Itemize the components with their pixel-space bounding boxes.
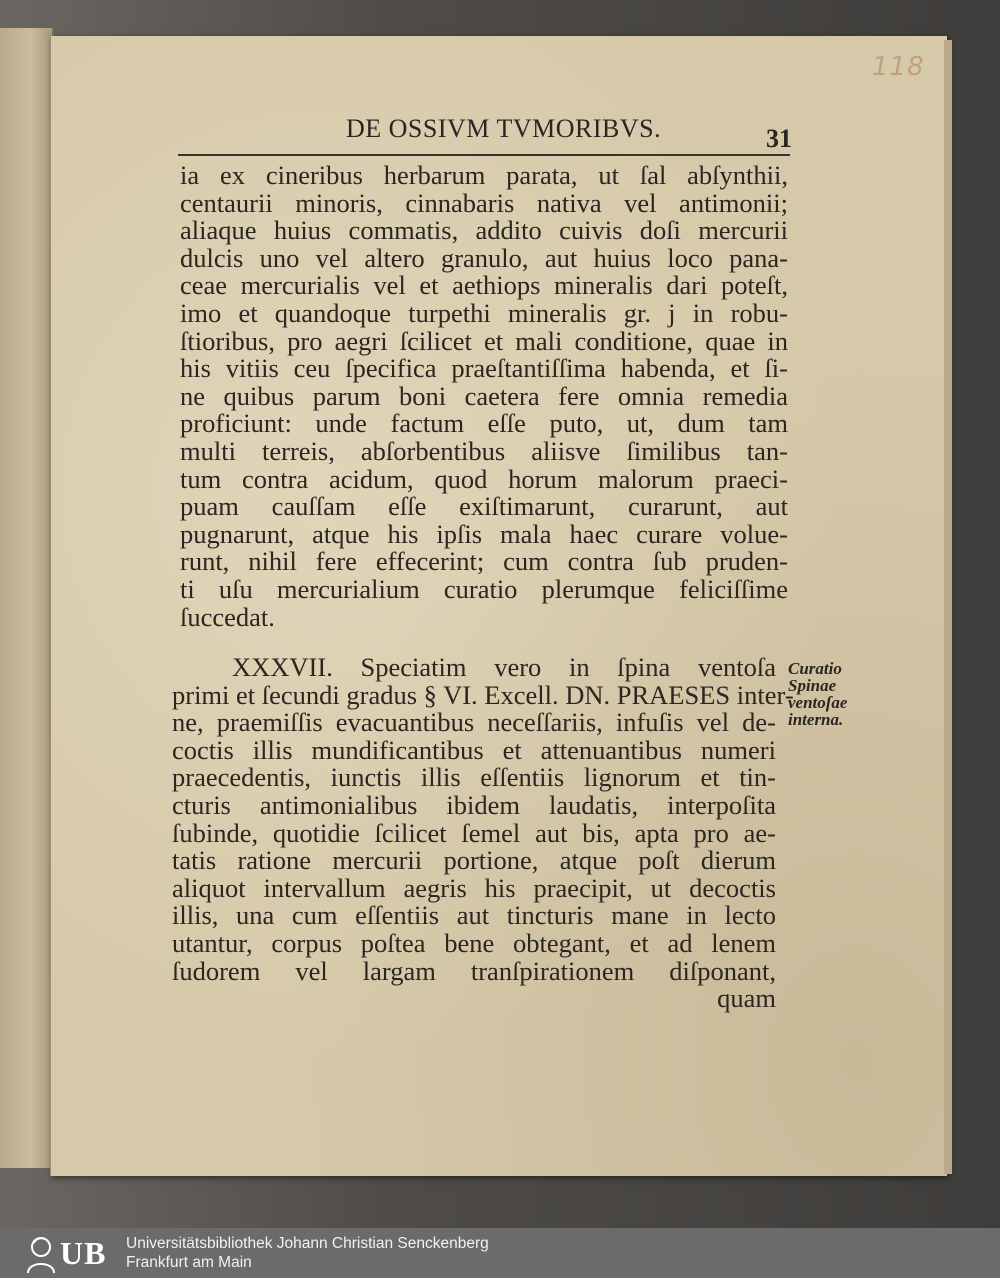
text-line: runt, nihil fere effecerint; cum contra ſub pruden- — [180, 546, 788, 577]
running-head: DE OSSIVM TVMORIBVS. — [346, 114, 662, 143]
text-line: praecedentis, iunctis illis eſſentiis lignorum et tin- — [172, 762, 776, 793]
catchword: quam — [717, 983, 776, 1014]
portrait-icon — [24, 1233, 58, 1273]
marginal-note-line: Curatio — [788, 659, 842, 678]
text-line: multi terreis, abſorbentibus aliisve ſimilibus tan- — [180, 435, 788, 466]
text-line: aliquot intervallum aegris his praecipit, ut decoctis — [172, 872, 776, 903]
text-line: aliaque huius commatis, addito cuivis doſi mercurii — [180, 215, 788, 246]
text-line: ne quibus parum boni caetera fere omnia remedia — [180, 380, 788, 411]
text-line: ne, praemiſſis evacuantibus neceſſariis, infuſis vel de- — [172, 707, 776, 738]
section-first-line: XXXVII. Speciatim vero in ſpina ventoſa — [232, 652, 776, 682]
folio-mark: 118 — [872, 52, 925, 82]
marginal-note-line: ventoſae — [788, 693, 848, 712]
text-line: utantur, corpus poſtea bene obtegant, et ad lenem — [172, 927, 776, 958]
library-footer — [0, 1228, 1000, 1278]
text-line: coctis illis mundificantibus et attenuantibus numeri — [172, 734, 776, 765]
paragraph-xxxvii — [172, 652, 794, 1014]
text-line: tatis ratione mercurii portione, atque poſt dierum — [172, 845, 776, 876]
text-line: ia ex cineribus herbarum parata, ut ſal abſynthii, — [180, 160, 788, 190]
text-line: imo et quandoque turpethi mineralis gr. j in robu- — [180, 297, 788, 328]
header-rule — [178, 154, 790, 156]
text-line: illis, una cum eſſentiis aut tincturis mane in lecto — [172, 900, 776, 931]
text-line: dulcis uno vel altero granulo, aut huius loco pana- — [180, 242, 788, 273]
text-line: proficiunt: unde factum eſſe puto, ut, dum tam — [180, 408, 788, 439]
page-edge — [944, 40, 952, 1174]
footer-text — [126, 1234, 489, 1272]
text-line: primi et ſecundi gradus § VI. Excell. DN. PRAESES inter- — [172, 679, 794, 710]
text-line: his vitiis ceu ſpecifica praeſtantiſſima habenda, et ſi- — [180, 353, 788, 384]
paragraph-continued — [180, 162, 788, 631]
library-name: Universitätsbibliothek Johann Christian Senckenberg — [126, 1235, 489, 1252]
library-city: Frankfurt am Main — [126, 1254, 252, 1271]
text-line: tum contra acidum, quod horum malorum praeci- — [180, 463, 788, 494]
library-logo — [24, 1232, 116, 1274]
marginal-note — [788, 660, 868, 728]
marginal-note-line: Spinae — [788, 676, 837, 695]
text-line: ſuccedat. — [180, 601, 275, 632]
text-line: cturis antimonialibus ibidem laudatis, interpoſita — [172, 789, 776, 820]
text-line: ſtioribus, pro aegri ſcilicet et mali conditione, quae in — [180, 325, 788, 356]
text-line: puam cauſſam eſſe exiſtimarunt, curarunt, aut — [180, 491, 788, 522]
text-line: ſubinde, quotidie ſcilicet ſemel aut bis, apta pro ae- — [172, 817, 776, 848]
text-line: ſudorem vel largam tranſpirationem diſponant, — [172, 955, 776, 986]
ub-logo-text: UB — [60, 1234, 107, 1271]
marginal-note-line: interna. — [788, 710, 844, 729]
page-number: 31 — [766, 124, 792, 153]
text-line: pugnarunt, atque his ipſis mala haec curare volue- — [180, 518, 788, 549]
text-line: centaurii minoris, cinnabaris nativa vel antimonii; — [180, 187, 788, 218]
text-line: ti uſu mercurialium curatio plerumque feliciſſime — [180, 573, 788, 604]
text-line: ceae mercurialis vel et aethiops mineralis dari poteſt, — [180, 270, 788, 301]
facing-page-edge — [0, 28, 54, 1168]
